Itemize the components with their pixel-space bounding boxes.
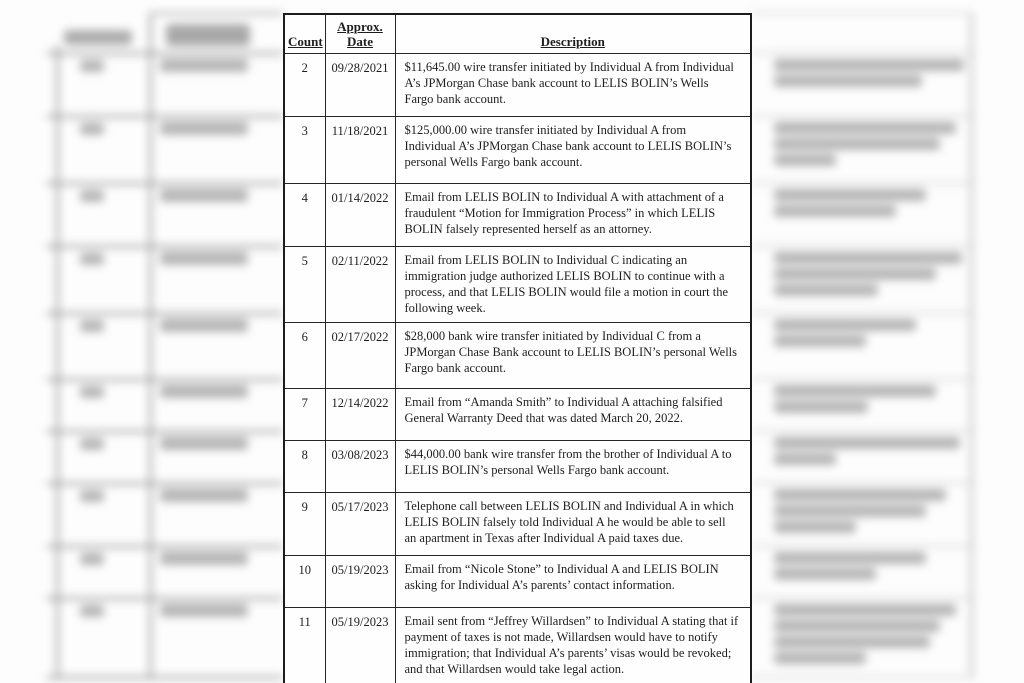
date-cell: 01/14/2022 xyxy=(325,183,395,246)
blur-artifact xyxy=(166,24,250,46)
blur-artifact xyxy=(160,252,248,265)
blur-artifact xyxy=(46,378,283,381)
table-row xyxy=(284,246,751,322)
blur-artifact xyxy=(46,430,283,433)
blur-artifact xyxy=(149,13,152,680)
blur-artifact xyxy=(751,482,975,484)
blur-artifact xyxy=(160,489,248,502)
blur-artifact xyxy=(774,189,926,201)
blur-artifact xyxy=(774,284,878,296)
table-row xyxy=(284,116,751,183)
table-row xyxy=(284,555,751,607)
blur-artifact xyxy=(751,52,975,54)
blur-artifact xyxy=(46,182,283,185)
table-row xyxy=(284,183,751,246)
blur-artifact xyxy=(774,252,962,264)
date-cell: 02/17/2022 xyxy=(325,322,395,388)
table-row xyxy=(284,607,751,683)
blur-artifact xyxy=(751,182,975,184)
blur-artifact xyxy=(46,115,283,118)
table-body xyxy=(284,53,751,683)
description-cell: Email from “Nicole Stone” to Individual A and LELIS BOLIN asking for Individual A’s parents’ contact information. xyxy=(395,555,751,607)
blur-artifact xyxy=(774,453,836,465)
blur-artifact xyxy=(774,521,856,533)
blur-artifact xyxy=(80,553,104,565)
blur-artifact xyxy=(751,378,975,380)
table-row xyxy=(284,53,751,116)
blur-artifact xyxy=(774,268,936,280)
blur-artifact xyxy=(150,12,283,15)
blur-artifact xyxy=(774,568,876,580)
count-cell: 2 xyxy=(284,53,325,116)
blur-artifact xyxy=(751,545,975,547)
blur-artifact xyxy=(80,386,104,398)
date-cell: 11/18/2021 xyxy=(325,116,395,183)
blur-artifact xyxy=(774,437,960,449)
description-cell: $44,000.00 bank wire transfer from the brother of Individual A to LELIS BOLIN’s personal Wells Fargo bank account. xyxy=(395,440,751,492)
blur-artifact xyxy=(160,189,248,202)
header-count: Count xyxy=(284,14,325,53)
blur-artifact xyxy=(80,320,104,332)
blur-artifact xyxy=(751,245,975,247)
count-cell: 4 xyxy=(284,183,325,246)
blur-artifact xyxy=(80,190,104,202)
date-cell: 03/08/2023 xyxy=(325,440,395,492)
blur-artifact xyxy=(160,319,248,332)
description-cell: Email from LELIS BOLIN to Individual C indicating an immigration judge authorized LELIS BOLIN to continue with a process, and that LELIS BOLIN would file a motion in court the following week. xyxy=(395,246,751,322)
blur-artifact xyxy=(160,59,248,72)
date-cell: 12/14/2022 xyxy=(325,388,395,440)
blur-artifact xyxy=(774,401,868,413)
description-cell: Email from “Amanda Smith” to Individual A attaching falsified General Warranty Deed that was dated March 20, 2022. xyxy=(395,388,751,440)
blur-artifact xyxy=(64,30,132,45)
blur-artifact xyxy=(160,122,248,135)
description-cell: $11,645.00 wire transfer initiated by Individual A from Individual A’s JPMorgan Chase bank account to LELIS BOLIN’s Wells Fargo bank account. xyxy=(395,53,751,116)
blur-artifact xyxy=(774,385,936,397)
count-cell: 9 xyxy=(284,492,325,555)
blur-artifact xyxy=(80,605,104,617)
count-cell: 3 xyxy=(284,116,325,183)
header-description: Description xyxy=(395,14,751,53)
court-document-page xyxy=(283,13,752,683)
blur-artifact xyxy=(46,545,283,548)
blur-artifact xyxy=(46,245,283,248)
blur-artifact xyxy=(46,482,283,485)
blur-artifact xyxy=(751,597,975,599)
blur-artifact xyxy=(774,489,946,501)
table-row xyxy=(284,322,751,388)
blur-artifact xyxy=(80,438,104,450)
date-cell: 02/11/2022 xyxy=(325,246,395,322)
blur-artifact xyxy=(80,253,104,265)
blur-artifact xyxy=(774,335,866,347)
counts-table xyxy=(283,13,752,683)
description-cell: Email sent from “Jeffrey Willardsen” to Individual A stating that if payment of taxes is not made, Willardsen would have to notify immigration; that Individual A’s parents’ visas would be revoked; and that Willardsen would take legal action. xyxy=(395,607,751,683)
blur-artifact xyxy=(774,154,836,166)
blur-artifact xyxy=(774,319,916,331)
blur-artifact xyxy=(751,676,975,678)
blur-artifact xyxy=(774,75,922,87)
blur-artifact xyxy=(970,13,973,676)
count-cell: 7 xyxy=(284,388,325,440)
blur-artifact xyxy=(56,45,59,680)
blur-artifact xyxy=(774,205,896,217)
blur-artifact xyxy=(80,490,104,502)
blur-artifact xyxy=(46,676,283,679)
blur-artifact xyxy=(160,604,248,617)
table-row xyxy=(284,388,751,440)
count-cell: 8 xyxy=(284,440,325,492)
description-cell: Email from LELIS BOLIN to Individual A with attachment of a fraudulent “Motion for Immigration Process” in which LELIS BOLIN falsely represented herself as an attorney. xyxy=(395,183,751,246)
blur-artifact xyxy=(46,52,283,55)
date-cell: 09/28/2021 xyxy=(325,53,395,116)
count-cell: 5 xyxy=(284,246,325,322)
blur-artifact xyxy=(751,115,975,117)
blur-artifact xyxy=(774,552,926,564)
description-cell: $28,000 bank wire transfer initiated by Individual C from a JPMorgan Chase Bank account to LELIS BOLIN’s personal Wells Fargo bank account. xyxy=(395,322,751,388)
blur-artifact xyxy=(774,636,930,648)
date-cell: 05/17/2023 xyxy=(325,492,395,555)
description-cell: $125,000.00 wire transfer initiated by Individual A from Individual A’s JPMorgan Chase bank account to LELIS BOLIN’s personal Wells Fargo bank account. xyxy=(395,116,751,183)
blur-artifact xyxy=(774,505,926,517)
count-cell: 11 xyxy=(284,607,325,683)
blur-artifact xyxy=(160,385,248,398)
blur-artifact xyxy=(80,60,104,72)
blur-artifact xyxy=(774,620,940,632)
blur-artifact xyxy=(160,437,248,450)
blur-artifact xyxy=(46,597,283,600)
blur-artifact xyxy=(46,312,283,315)
blur-artifact xyxy=(751,430,975,432)
blur-artifact xyxy=(774,59,964,71)
table-row xyxy=(284,492,751,555)
count-cell: 6 xyxy=(284,322,325,388)
blur-artifact xyxy=(774,122,956,134)
blur-artifact xyxy=(751,312,975,314)
blur-artifact xyxy=(774,652,866,664)
blur-artifact xyxy=(160,552,248,565)
table-row xyxy=(284,440,751,492)
date-cell: 05/19/2023 xyxy=(325,555,395,607)
blur-artifact xyxy=(774,604,956,616)
table-header-row xyxy=(284,14,751,53)
date-cell: 05/19/2023 xyxy=(325,607,395,683)
blur-artifact xyxy=(80,123,104,135)
description-cell: Telephone call between LELIS BOLIN and Individual A in which LELIS BOLIN falsely told Individual A he would be able to sell an apartment in Texas after Individual A paid taxes due. xyxy=(395,492,751,555)
header-approx-date: Approx. Date xyxy=(325,14,395,53)
blur-artifact xyxy=(751,12,973,14)
blur-artifact xyxy=(774,138,940,150)
count-cell: 10 xyxy=(284,555,325,607)
